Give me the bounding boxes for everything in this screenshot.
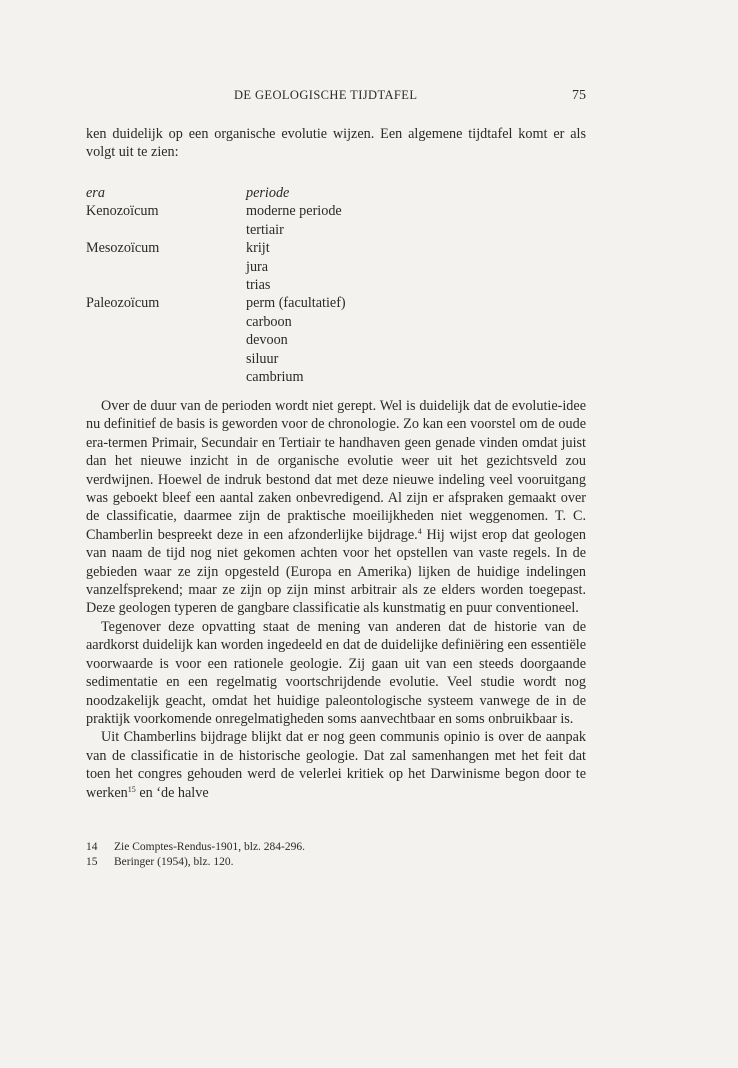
period-cell: tertiair xyxy=(246,221,284,238)
page-header xyxy=(86,88,586,108)
period-cell: devoon xyxy=(246,332,288,349)
body-paragraph xyxy=(86,618,586,728)
table-row xyxy=(86,276,506,294)
period-cell: moderne periode xyxy=(246,203,342,220)
era-cell: Paleozoïcum xyxy=(86,295,160,312)
footnote xyxy=(86,855,586,870)
era-cell: Kenozoïcum xyxy=(86,203,159,220)
footnote-reference: 4 xyxy=(417,526,422,536)
intro-paragraph xyxy=(86,125,586,162)
era-cell: Mesozoïcum xyxy=(86,240,160,257)
table-row xyxy=(86,368,506,386)
paragraph-text: Hij wijst erop dat geologen van naam de tijd nog niet gekomen achten voor het opstellen van vaste regels. In de gebieden waar ze zijn opgesteld (Europa en Amerika) lijken de huidige indelingen vanzelfsprekend; maar ze zijn op zijn minst arbitrair als ze elders worden toegepast. Deze geologen typeren de gangbare classificatie als kunstmatig en puur conventioneel. xyxy=(86,526,586,617)
footnote-number: 14 xyxy=(86,841,98,853)
period-cell: jura xyxy=(246,258,269,275)
era-cell xyxy=(86,368,246,386)
intro-text: ken duidelijk op een organische evolutie wijzen. Een algemene tijdtafel komt er als volgt uit te zien: xyxy=(86,126,586,161)
period-cell: cambrium xyxy=(246,369,304,386)
table-row xyxy=(86,202,506,220)
table-row xyxy=(86,239,506,257)
era-cell xyxy=(86,258,246,276)
table-row xyxy=(86,294,506,312)
era-cell xyxy=(86,331,246,349)
paragraph-text: Uit Chamberlins bijdrage blijkt dat er nog geen communis opinio is over de aanpak van de classificatie in de historische geologie. Dat zal samenhangen met het feit dat toen het congres gehouden werd de velerlei kritiek op het Darwinisme begon door te werken xyxy=(86,729,586,801)
footnote-text: Zie Comptes-Rendus-1901, blz. 284-296. xyxy=(114,841,306,853)
table-header-row xyxy=(86,184,506,202)
page-number: 75 xyxy=(572,88,586,103)
table-row xyxy=(86,350,506,368)
era-column-header: era xyxy=(86,185,105,201)
table-row xyxy=(86,258,506,276)
footnotes xyxy=(86,840,586,870)
body-paragraph xyxy=(86,728,586,802)
geologic-time-table xyxy=(86,184,506,386)
period-cell: perm (facultatief) xyxy=(246,295,346,312)
period-cell: carboon xyxy=(246,313,292,330)
table-row xyxy=(86,313,506,331)
period-cell: siluur xyxy=(246,350,279,367)
era-cell xyxy=(86,313,246,331)
period-cell: trias xyxy=(246,277,271,294)
footnote-text: Beringer (1954), blz. 120. xyxy=(114,856,234,868)
paragraph-text: Tegenover deze opvatting staat de mening van anderen dat de historie van de aardkorst duidelijk kan worden ingedeeld en dat de duidelijke definiëring een essentiële voorwaarde is voor een rationele geologie. Zij gaan uit van een steeds doorgaande sedimentatie en een regelmatig voortschrijdende evolutie. Veel studie wordt nog noodzakelijk geacht, omdat het huidige paleontologische systeem vanwege de in de praktijk voorkomende onregelmatigheden soms aanvechtbaar en soms onbruikbaar is. xyxy=(86,618,586,727)
footnote-number: 15 xyxy=(86,856,98,868)
footnote xyxy=(86,840,586,855)
footnote-reference: 15 xyxy=(127,784,136,794)
body-paragraph xyxy=(86,397,586,618)
body-text xyxy=(86,397,586,802)
running-head: DE GEOLOGISCHE TIJDTAFEL xyxy=(234,88,418,102)
period-cell: krijt xyxy=(246,240,270,257)
era-cell xyxy=(86,350,246,368)
era-cell xyxy=(86,221,246,239)
paragraph-text: en ‘de halve xyxy=(135,784,209,801)
era-cell xyxy=(86,276,246,294)
paragraph-text: Over de duur van de perioden wordt niet gerept. Wel is duidelijk dat de evolutie-idee nu definitief de basis is geworden voor de chronologie. Zo kan een voorstel om de oude era-termen Primair, Secundair en Tertiair te handhaven geen genade vinden omdat juist dan het nieuwe inzicht in de organische evolutie weer uit het gezichtsveld zou verdwijnen. Hoewel de indruk bestond dat met deze nieuwe indeling veel vooruitgang was geboekt bleef een aantal zaken onbevredigend. Al zijn er afspraken gemaakt over de classificatie, daarmee zijn de praktische moeilijkheden niet weggenomen. T. C. Chamberlin bespreekt deze in een afzonderlijke bijdrage. xyxy=(86,398,586,543)
table-row xyxy=(86,331,506,349)
period-column-header: periode xyxy=(246,185,290,201)
table-row xyxy=(86,221,506,239)
